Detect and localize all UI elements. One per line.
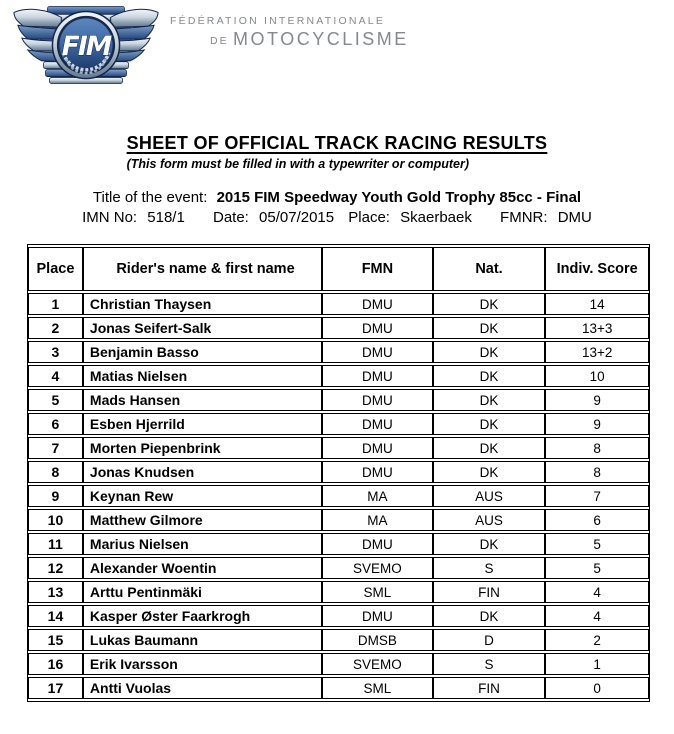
cell-nationality: S <box>433 557 546 579</box>
cell-rider-name: Benjamin Basso <box>83 341 322 363</box>
fim-logo <box>12 3 160 87</box>
cell-indiv-score: 8 <box>545 461 649 483</box>
cell-rider-name: Antti Vuolas <box>83 677 322 699</box>
cell-place: 10 <box>28 509 83 531</box>
cell-indiv-score: 9 <box>545 413 649 435</box>
cell-nationality: DK <box>433 293 546 315</box>
table-row <box>28 605 649 627</box>
table-row <box>28 653 649 675</box>
cell-indiv-score: 13+2 <box>545 341 649 363</box>
fmnr-label: FMNR: <box>500 209 548 226</box>
cell-nationality: DK <box>433 341 546 363</box>
letterhead <box>0 0 674 95</box>
cell-rider-name: Matias Nielsen <box>83 365 322 387</box>
cell-rider-name: Arttu Pentinmäki <box>83 581 322 603</box>
org-name-de: DE <box>210 35 229 47</box>
cell-rider-name: Christian Thaysen <box>83 293 322 315</box>
table-row <box>28 389 649 411</box>
cell-place: 17 <box>28 677 83 699</box>
cell-place: 1 <box>28 293 83 315</box>
cell-nationality: FIN <box>433 581 546 603</box>
cell-fmn: MA <box>322 509 433 531</box>
table-header-row <box>28 247 649 291</box>
table-row <box>28 437 649 459</box>
table-row <box>28 365 649 387</box>
event-meta-line <box>0 208 674 228</box>
cell-fmn: DMU <box>322 365 433 387</box>
cell-nationality: DK <box>433 461 546 483</box>
cell-rider-name: Morten Piepenbrink <box>83 437 322 459</box>
document-subtitle: (This form must be filled in with a typewriter or computer) <box>126 157 470 171</box>
imn-label: IMN No: <box>82 209 138 226</box>
cell-indiv-score: 10 <box>545 365 649 387</box>
cell-fmn: SML <box>322 677 433 699</box>
event-title-line <box>0 188 674 208</box>
cell-rider-name: Esben Hjerrild <box>83 413 322 435</box>
table-row <box>28 317 649 339</box>
cell-fmn: DMSB <box>322 629 433 651</box>
cell-rider-name: Alexander Woentin <box>83 557 322 579</box>
cell-rider-name: Kasper Øster Faarkrogh <box>83 605 322 627</box>
cell-place: 11 <box>28 533 83 555</box>
cell-nationality: DK <box>433 317 546 339</box>
table-row <box>28 677 649 699</box>
date-value: 05/07/2015 <box>259 209 335 226</box>
results-table <box>27 244 650 702</box>
cell-fmn: SVEMO <box>322 557 433 579</box>
cell-indiv-score: 8 <box>545 437 649 459</box>
cell-rider-name: Mads Hansen <box>83 389 322 411</box>
cell-nationality: D <box>433 629 546 651</box>
table-row <box>28 509 649 531</box>
event-info <box>0 188 674 228</box>
table-row <box>28 293 649 315</box>
cell-rider-name: Matthew Gilmore <box>83 509 322 531</box>
col-header-score: Indiv. Score <box>545 247 649 291</box>
cell-indiv-score: 9 <box>545 389 649 411</box>
cell-indiv-score: 14 <box>545 293 649 315</box>
cell-place: 14 <box>28 605 83 627</box>
cell-indiv-score: 4 <box>545 581 649 603</box>
cell-indiv-score: 13+3 <box>545 317 649 339</box>
table-row <box>28 557 649 579</box>
cell-nationality: AUS <box>433 485 546 507</box>
cell-place: 3 <box>28 341 83 363</box>
date-label: Date: <box>213 209 249 226</box>
cell-fmn: DMU <box>322 389 433 411</box>
col-header-nat: Nat. <box>433 247 546 291</box>
cell-indiv-score: 2 <box>545 629 649 651</box>
cell-nationality: S <box>433 653 546 675</box>
cell-rider-name: Marius Nielsen <box>83 533 322 555</box>
cell-fmn: DMU <box>322 461 433 483</box>
table-row <box>28 413 649 435</box>
cell-fmn: SVEMO <box>322 653 433 675</box>
table-row <box>28 461 649 483</box>
title-block <box>127 133 548 171</box>
place-label: Place: <box>348 209 390 226</box>
cell-nationality: FIN <box>433 677 546 699</box>
event-title-value: 2015 FIM Speedway Youth Gold Trophy 85cc - Final <box>216 189 582 206</box>
cell-indiv-score: 0 <box>545 677 649 699</box>
document-title: SHEET OF OFFICIAL TRACK RACING RESULTS <box>126 133 548 153</box>
cell-nationality: DK <box>433 437 546 459</box>
organization-name <box>170 15 409 50</box>
cell-fmn: DMU <box>322 317 433 339</box>
place-value: Skaerbaek <box>400 209 472 226</box>
table-row <box>28 581 649 603</box>
cell-place: 7 <box>28 437 83 459</box>
cell-nationality: AUS <box>433 509 546 531</box>
cell-place: 13 <box>28 581 83 603</box>
results-table-body <box>28 293 649 699</box>
imn-value: 518/1 <box>147 209 185 226</box>
cell-fmn: DMU <box>322 533 433 555</box>
table-row <box>28 341 649 363</box>
cell-fmn: DMU <box>322 341 433 363</box>
cell-indiv-score: 1 <box>545 653 649 675</box>
cell-nationality: DK <box>433 365 546 387</box>
cell-place: 15 <box>28 629 83 651</box>
cell-nationality: DK <box>433 389 546 411</box>
table-row <box>28 485 649 507</box>
cell-rider-name: Keynan Rew <box>83 485 322 507</box>
cell-nationality: DK <box>433 413 546 435</box>
cell-fmn: MA <box>322 485 433 507</box>
cell-place: 12 <box>28 557 83 579</box>
cell-place: 16 <box>28 653 83 675</box>
cell-place: 4 <box>28 365 83 387</box>
org-name-moto: MOTOCYCLISME <box>233 29 409 49</box>
cell-fmn: SML <box>322 581 433 603</box>
event-title-label: Title of the event: <box>92 189 208 206</box>
cell-place: 5 <box>28 389 83 411</box>
cell-indiv-score: 5 <box>545 533 649 555</box>
fmnr-value: DMU <box>557 209 592 226</box>
cell-indiv-score: 4 <box>545 605 649 627</box>
col-header-fmn: FMN <box>322 247 433 291</box>
table-row <box>28 629 649 651</box>
cell-indiv-score: 7 <box>545 485 649 507</box>
org-name-line1: FÉDÉRATION INTERNATIONALE <box>170 15 386 27</box>
org-name-line2 <box>170 29 409 50</box>
cell-nationality: DK <box>433 533 546 555</box>
cell-fmn: DMU <box>322 437 433 459</box>
cell-fmn: DMU <box>322 293 433 315</box>
cell-fmn: DMU <box>322 605 433 627</box>
cell-rider-name: Jonas Knudsen <box>83 461 322 483</box>
cell-nationality: DK <box>433 605 546 627</box>
cell-indiv-score: 5 <box>545 557 649 579</box>
cell-indiv-score: 6 <box>545 509 649 531</box>
cell-place: 8 <box>28 461 83 483</box>
cell-place: 9 <box>28 485 83 507</box>
cell-rider-name: Lukas Baumann <box>83 629 322 651</box>
col-header-rider: Rider's name & first name <box>83 247 322 291</box>
cell-place: 2 <box>28 317 83 339</box>
table-row <box>28 533 649 555</box>
cell-place: 6 <box>28 413 83 435</box>
cell-rider-name: Erik Ivarsson <box>83 653 322 675</box>
cell-rider-name: Jonas Seifert-Salk <box>83 317 322 339</box>
logo-fim-text: FIM <box>61 30 111 62</box>
col-header-place: Place <box>28 247 83 291</box>
cell-fmn: DMU <box>322 413 433 435</box>
